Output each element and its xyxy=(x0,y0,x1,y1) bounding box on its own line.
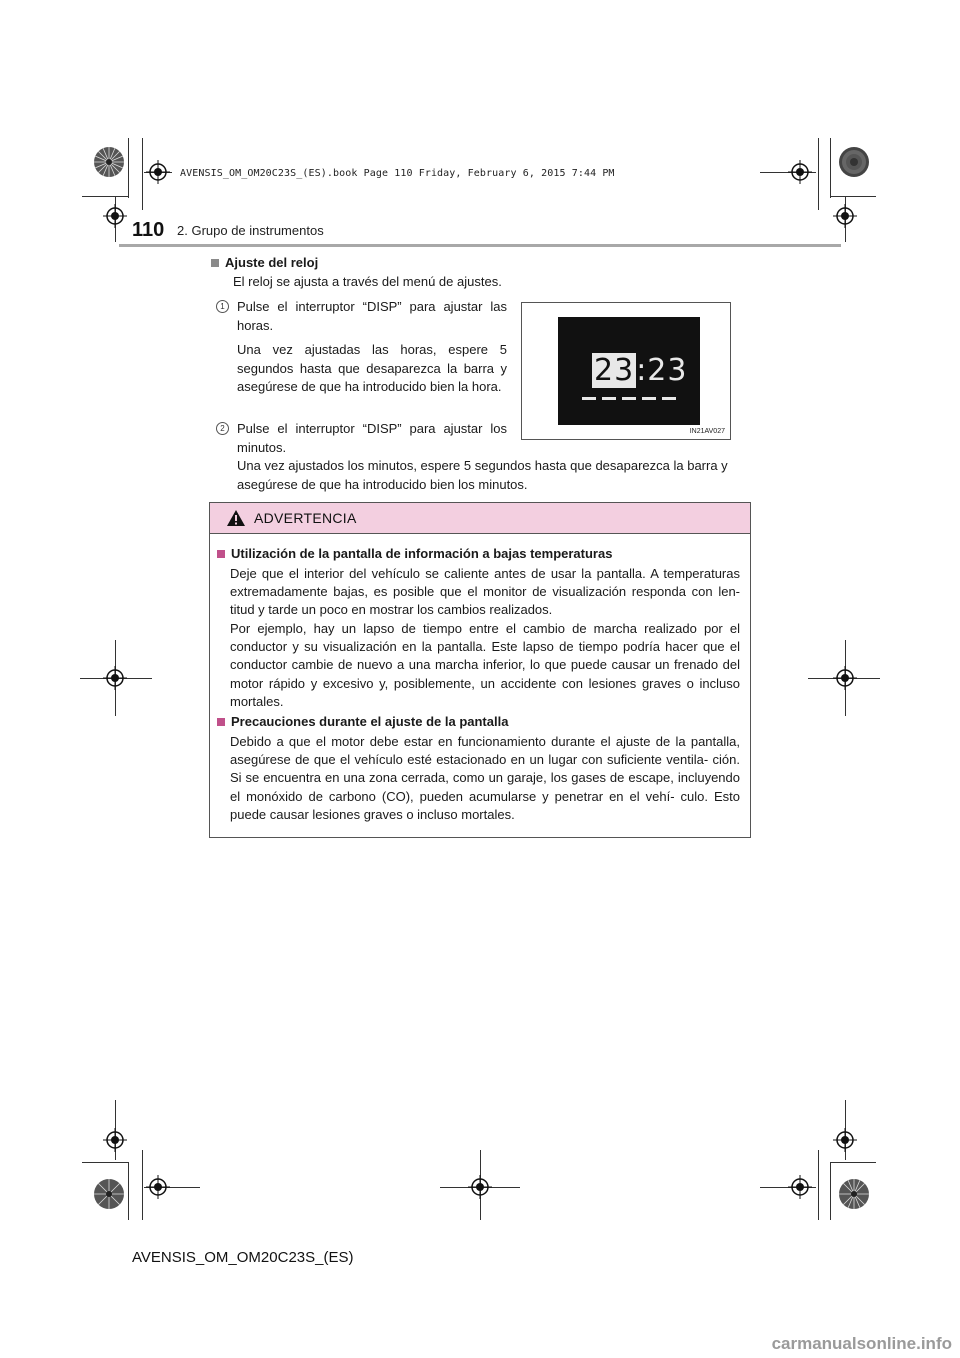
crop-mark xyxy=(82,1162,128,1163)
registration-mark-icon xyxy=(833,1128,857,1152)
crop-mark xyxy=(128,138,129,198)
step-number-2: 2 xyxy=(216,422,229,435)
clock-display-figure xyxy=(521,302,731,440)
clock-readout xyxy=(592,353,687,388)
crop-mark xyxy=(830,1162,876,1163)
watermark: carmanualsonline.info xyxy=(771,1334,952,1353)
registration-mark-icon xyxy=(833,666,857,690)
section-title: 2. Grupo de instrumentos xyxy=(177,223,324,238)
display-screen xyxy=(558,317,700,425)
crop-mark xyxy=(830,196,876,197)
warning-item-2-heading-text: Precauciones durante el ajuste de la pantalla xyxy=(231,714,509,729)
clock-heading xyxy=(211,254,318,273)
crop-mark xyxy=(818,138,819,210)
color-wheel-icon xyxy=(838,1178,870,1210)
square-bullet-icon xyxy=(211,259,219,267)
step-number-1: 1 xyxy=(216,300,229,313)
square-bullet-icon xyxy=(217,718,225,726)
step-2-note: Una vez ajustados los minutos, espere 5 segundos hasta que desaparezca la barra y asegúrese de que ha introducido bien los minutos. xyxy=(237,458,728,492)
color-wheel-icon xyxy=(93,146,125,178)
registration-mark-icon xyxy=(833,204,857,228)
clock-hours: 23 xyxy=(594,353,635,388)
header-rule xyxy=(119,244,841,247)
warning-box xyxy=(209,502,751,838)
warning-item-2-paragraph-1: Debido a que el motor debe estar en funcionamiento durante el ajuste de la pantalla, asegúrese de que el vehículo esté estacionado en un lugar con suficiente ventila- ción. Si se encuentra en una zona cerrada, como un garaje, los gases de escape, incluyendo el monóxido de carbono (CO), pueden acumularse y penetrar en el vehí- culo. Esto puede causar lesiones graves o incluso mortales. xyxy=(230,734,740,822)
color-wheel-icon xyxy=(838,146,870,178)
warning-title: ADVERTENCIA xyxy=(254,510,357,526)
warning-item-1-paragraph-1: Deje que el interior del vehículo se caliente antes de usar la pantalla. A temperaturas extremadamente bajas, es posible que el monitor de visualización responda con len- titud y tarde un poco en mostrar los cambios realizados. xyxy=(230,566,740,618)
square-bullet-icon xyxy=(217,550,225,558)
registration-mark-icon xyxy=(146,1175,170,1199)
warning-item-1-paragraph-2: Por ejemplo, hay un lapso de tiempo entre el cambio de marcha realizado por el conductor y su visualización en la pantalla. Este lapso de tiempo podría hacer que el conductor cambie de nuevo a una marcha inferior, lo que puede causar un frenado del motor rápido y excesivo y, posiblemente, un accidente con lesiones graves o incluso mortales. xyxy=(230,621,740,709)
registration-mark-icon xyxy=(103,204,127,228)
crop-mark xyxy=(142,138,143,210)
warning-item-1-heading-text: Utilización de la pantalla de información a bajas temperaturas xyxy=(231,546,613,561)
warning-item-1-heading xyxy=(217,545,612,563)
registration-mark-icon xyxy=(103,666,127,690)
crop-mark xyxy=(82,196,128,197)
clock-intro: El reloj se ajusta a través del menú de ajustes. xyxy=(233,274,502,289)
clock-heading-text: Ajuste del reloj xyxy=(225,255,319,270)
figure-code: IN21AV027 xyxy=(689,428,725,435)
page-number: 110 xyxy=(132,219,165,241)
color-wheel-icon xyxy=(93,1178,125,1210)
registration-mark-icon xyxy=(146,160,170,184)
step-1-text: Pulse el interruptor “DISP” para ajustar las horas. xyxy=(237,299,507,333)
crop-mark xyxy=(830,1162,831,1220)
registration-mark-icon xyxy=(788,160,812,184)
footer-document-code: AVENSIS_OM_OM20C23S_(ES) xyxy=(132,1249,354,1266)
registration-mark-icon xyxy=(103,1128,127,1152)
warning-header xyxy=(210,503,750,534)
registration-mark-icon xyxy=(468,1175,492,1199)
step-2-text: Pulse el interruptor “DISP” para ajustar los minutos. xyxy=(237,421,507,455)
print-book-line: AVENSIS_OM_OM20C23S_(ES).book Page 110 Friday, February 6, 2015 7:44 PM xyxy=(180,168,615,179)
crop-mark xyxy=(830,138,831,198)
clock-minutes: 23 xyxy=(647,353,688,388)
clock-separator: : xyxy=(636,353,648,388)
step-1-note: Una vez ajustadas las horas, espere 5 segundos hasta que desaparezca la barra y asegúrese de que ha introducido bien la hora. xyxy=(237,342,507,394)
registration-mark-icon xyxy=(788,1175,812,1199)
progress-dashes xyxy=(582,397,678,400)
crop-mark xyxy=(142,1150,143,1220)
crop-mark xyxy=(128,1162,129,1220)
crop-mark xyxy=(818,1150,819,1220)
warning-item-2-heading xyxy=(217,713,508,731)
warning-triangle-icon xyxy=(226,509,246,527)
